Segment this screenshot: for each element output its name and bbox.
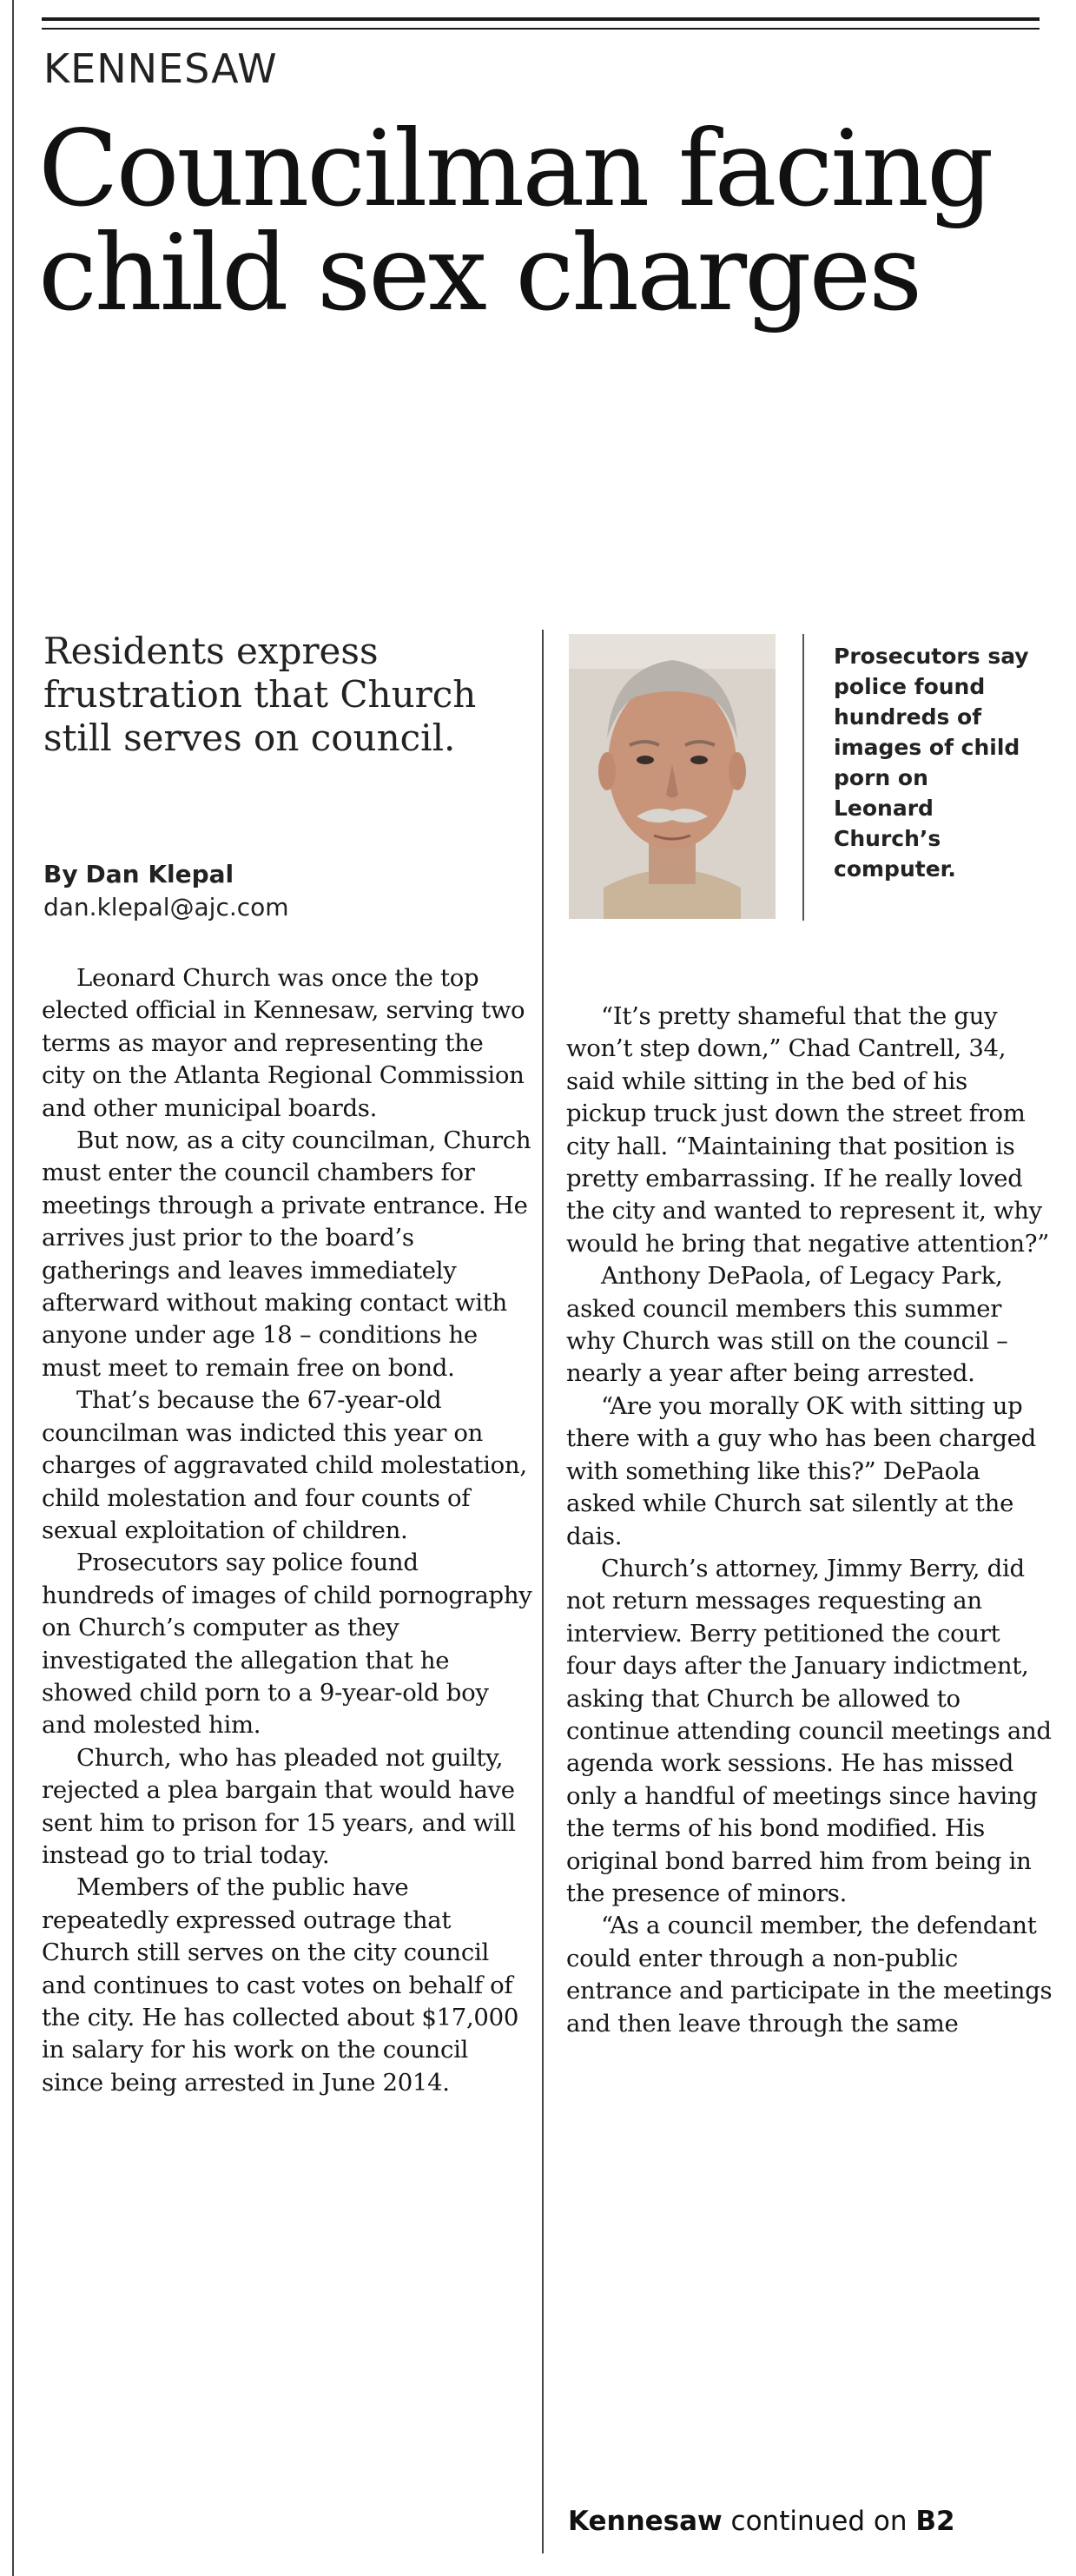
headline: Councilman facing child sex charges: [38, 108, 992, 334]
top-rule-thick: [42, 17, 1040, 21]
body-paragraph: Prosecutors say police found hundreds of images of child pornography on Church’s computer as they investigated the allegation that he showed child porn to a 9-year-old boy and molested him.: [42, 1549, 532, 1740]
body-paragraph: “Are you morally OK with sitting up there with a guy who has been charged with something like this?” DePaola asked while Church sat silently at the dais.: [566, 1391, 1036, 1550]
body-paragraph: But now, as a city councilman, Church must enter the council chambers for meetings through a private entrance. He arrives just prior to the board’s gatherings and leaves immediately afterward without making contact with anyone under age 18 – conditions he must meet to remain free on bond.: [42, 1126, 531, 1382]
body-paragraph: Church’s attorney, Jimmy Berry, did not return messages requesting an interview. Berry petitioned the court four days after the January indictment, asking that Church be allowed to continue attending council meetings and agenda work sessions. He has missed only a handful of meetings since having the terms of his bond modified. His original bond barred him from being in the presence of minors.: [566, 1554, 1052, 1907]
byline-prefix: By: [43, 860, 78, 888]
body-paragraph: That’s because the 67-year-old councilman was indicted this year on charges of aggravated child molestation, child molestation and four counts of sexual exploitation of children.: [42, 1386, 527, 1544]
section-kicker: KENNESAW: [43, 45, 278, 92]
body-column-left: [42, 962, 533, 2099]
body-paragraph: “As a council member, the defendant could enter through a non-public entrance and participate in the meetings and then leave through the same: [566, 1912, 1053, 2038]
byline: [43, 858, 289, 924]
body-paragraph: Leonard Church was once the top elected official in Kennesaw, serving two terms as mayor and representing the city on the Atlanta Regional Commission and other municipal boards.: [42, 964, 525, 1122]
jump-line: [568, 2506, 955, 2537]
deck-subheadline: Residents express frustration that Church still serves on council.: [43, 630, 477, 759]
byline-email: dan.klepal@ajc.com: [43, 893, 289, 921]
photo-caption: Prosecutors say police found hundreds of images of child porn on Leonard Church’s computer.: [834, 644, 1029, 882]
mugshot-image: [569, 634, 776, 919]
body-paragraph: Members of the public have repeatedly expressed outrage that Church still serves on the city council and continues to cast votes on behalf of the city. He has collected about $17,000 in salary for his work on the council since being arrested in June 2014.: [42, 1873, 519, 2097]
jump-page: B2: [915, 2506, 955, 2537]
body-column-right: [566, 1001, 1053, 2040]
body-paragraph: Church, who has pleaded not guilty, rejected a plea bargain that would have sent him to prison for 15 years, and will instead go to trial today.: [42, 1743, 516, 1869]
mugshot-photo: [569, 634, 776, 919]
jump-text: continued on: [730, 2506, 908, 2537]
left-margin-rule: [12, 0, 14, 2576]
body-paragraph: Anthony DePaola, of Legacy Park, asked council members this summer why Church was still on the council – nearly a year after being arrested.: [566, 1262, 1008, 1388]
column-divider: [542, 630, 544, 2553]
body-paragraph: “It’s pretty shameful that the guy won’t step down,” Chad Cantrell, 34, said while sitting in the bed of his pickup truck just down the street from city hall. “Maintaining that position is pretty embarrassing. If he really loved the city and wanted to represent it, why would he bring that negative attention?”: [566, 1002, 1050, 1258]
byline-author: Dan Klepal: [85, 860, 234, 888]
jump-label: Kennesaw: [568, 2506, 723, 2537]
top-rule-thin: [42, 28, 1040, 30]
caption-rule: [802, 634, 804, 921]
